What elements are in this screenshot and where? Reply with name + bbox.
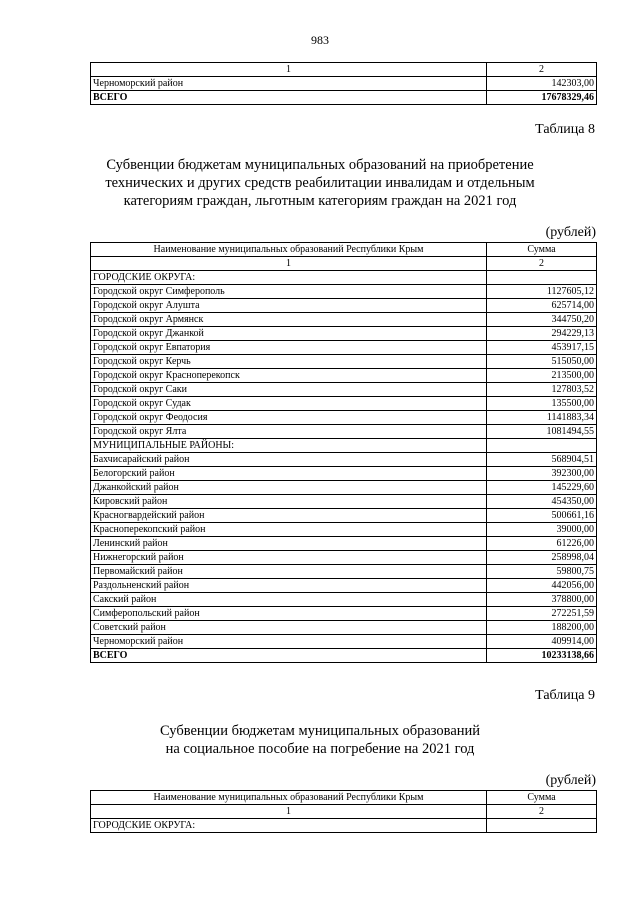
table-row <box>91 383 597 397</box>
table-row <box>91 313 597 327</box>
row-value: 294229,13 <box>487 327 597 341</box>
row-value: 135500,00 <box>487 397 597 411</box>
row-value: 61226,00 <box>487 537 597 551</box>
table8 <box>90 242 597 663</box>
total-row <box>91 91 597 105</box>
row-name: Городской округ Феодосия <box>91 411 487 425</box>
col-num-1: 1 <box>91 257 487 271</box>
section-empty-cell <box>487 271 597 285</box>
table9 <box>90 790 597 833</box>
table8-title-line-2: технических и других средств реабилитации инвалидам и отдельным <box>105 175 535 191</box>
row-name: Кировский район <box>91 495 487 509</box>
row-name: Джанкойский район <box>91 481 487 495</box>
table-row <box>91 481 597 495</box>
table-row <box>91 579 597 593</box>
col-num-2: 2 <box>487 257 597 271</box>
table-row <box>91 509 597 523</box>
row-name: Белогорский район <box>91 467 487 481</box>
row-name: Городской округ Судак <box>91 397 487 411</box>
section-label-districts: МУНИЦИПАЛЬНЫЕ РАЙОНЫ: <box>91 439 487 453</box>
row-name: Городской округ Армянск <box>91 313 487 327</box>
row-value: 442056,00 <box>487 579 597 593</box>
table9-title-line-1: Субвенции бюджетам муниципальных образований <box>159 723 481 739</box>
row-name: Городской округ Ялта <box>91 425 487 439</box>
row-name: Раздольненский район <box>91 579 487 593</box>
section-empty-cell <box>487 439 597 453</box>
row-name: Бахчисарайский район <box>91 453 487 467</box>
table-number-row <box>91 257 597 271</box>
table-header-row <box>91 243 597 257</box>
table-row <box>91 369 597 383</box>
total-row <box>91 649 597 663</box>
col-num-2: 2 <box>487 63 597 77</box>
row-value: 453917,15 <box>487 341 597 355</box>
table-row <box>91 77 597 91</box>
table9-unit: (рублей) <box>545 773 596 788</box>
table-row <box>91 537 597 551</box>
row-value: 258998,04 <box>487 551 597 565</box>
row-value: 568904,51 <box>487 453 597 467</box>
table-row <box>91 551 597 565</box>
table8-unit: (рублей) <box>545 225 596 240</box>
table-row <box>91 607 597 621</box>
table-row <box>91 327 597 341</box>
row-value: 1141883,34 <box>487 411 597 425</box>
col-header-name: Наименование муниципальных образований Республики Крым <box>91 791 487 805</box>
table-row <box>91 467 597 481</box>
row-value: 272251,59 <box>487 607 597 621</box>
table8-label: Таблица 8 <box>535 122 595 137</box>
table9-label: Таблица 9 <box>535 688 595 703</box>
row-name: Симферопольский район <box>91 607 487 621</box>
table-row <box>91 523 597 537</box>
section-label-urban: ГОРОДСКИЕ ОКРУГА: <box>91 819 487 833</box>
row-name: Городской округ Евпатория <box>91 341 487 355</box>
table-row <box>91 341 597 355</box>
col-header-name: Наименование муниципальных образований Республики Крым <box>91 243 487 257</box>
table8-title <box>60 156 580 210</box>
row-name: Городской округ Алушта <box>91 299 487 313</box>
table-row <box>91 285 597 299</box>
row-value: 344750,20 <box>487 313 597 327</box>
urban-rows <box>91 285 597 439</box>
row-name: Черноморский район <box>91 77 487 91</box>
table-row <box>91 635 597 649</box>
table-row <box>91 621 597 635</box>
row-value: 625714,00 <box>487 299 597 313</box>
district-rows <box>91 453 597 649</box>
row-value: 392300,00 <box>487 467 597 481</box>
row-value: 213500,00 <box>487 369 597 383</box>
table-row <box>91 299 597 313</box>
table-row <box>91 495 597 509</box>
table-row <box>91 411 597 425</box>
table8-title-line-3: категориям граждан, льготным категориям граждан на 2021 год <box>123 193 517 209</box>
col-header-sum: Сумма <box>487 243 597 257</box>
row-value: 188200,00 <box>487 621 597 635</box>
page-number: 983 <box>311 33 329 47</box>
table-number-row <box>91 63 597 77</box>
table-row <box>91 565 597 579</box>
table-row <box>91 355 597 369</box>
row-name: Ленинский район <box>91 537 487 551</box>
row-value: 409914,00 <box>487 635 597 649</box>
section-label-urban: ГОРОДСКИЕ ОКРУГА: <box>91 271 487 285</box>
row-value: 145229,60 <box>487 481 597 495</box>
row-value: 454350,00 <box>487 495 597 509</box>
table-row <box>91 593 597 607</box>
col-header-sum: Сумма <box>487 791 597 805</box>
col-num-1: 1 <box>91 63 487 77</box>
row-value: 1081494,55 <box>487 425 597 439</box>
row-name: Городской округ Саки <box>91 383 487 397</box>
table-row <box>91 397 597 411</box>
row-name: Городской округ Джанкой <box>91 327 487 341</box>
row-value: 1127605,12 <box>487 285 597 299</box>
row-name: Советский район <box>91 621 487 635</box>
total-value: 17678329,46 <box>487 91 597 105</box>
row-value: 127803,52 <box>487 383 597 397</box>
row-value: 142303,00 <box>487 77 597 91</box>
col-num-1: 1 <box>91 805 487 819</box>
row-name: Красноперекопский район <box>91 523 487 537</box>
row-name: Городской округ Красноперекопск <box>91 369 487 383</box>
row-value: 59800,75 <box>487 565 597 579</box>
row-value: 378800,00 <box>487 593 597 607</box>
row-name: Красногвардейский район <box>91 509 487 523</box>
table-header-row <box>91 791 597 805</box>
total-label: ВСЕГО <box>91 649 487 663</box>
table9-title-line-2: на социальное пособие на погребение на 2021 год <box>165 741 475 757</box>
row-name: Городской округ Керчь <box>91 355 487 369</box>
section-row <box>91 819 597 833</box>
table8-title-line-1: Субвенции бюджетам муниципальных образований на приобретение <box>106 157 534 173</box>
section-empty-cell <box>487 819 597 833</box>
row-name: Первомайский район <box>91 565 487 579</box>
table9-title <box>60 722 580 758</box>
row-value: 39000,00 <box>487 523 597 537</box>
table-row <box>91 453 597 467</box>
row-name: Городской округ Симферополь <box>91 285 487 299</box>
section-row <box>91 439 597 453</box>
total-label: ВСЕГО <box>91 91 487 105</box>
row-name: Сакский район <box>91 593 487 607</box>
table-number-row <box>91 805 597 819</box>
col-num-2: 2 <box>487 805 597 819</box>
table-row <box>91 425 597 439</box>
row-value: 500661,16 <box>487 509 597 523</box>
row-name: Черноморский район <box>91 635 487 649</box>
row-name: Нижнегорский район <box>91 551 487 565</box>
row-value: 515050,00 <box>487 355 597 369</box>
section-row <box>91 271 597 285</box>
table-prev-continuation <box>90 62 597 105</box>
total-value: 10233138,66 <box>487 649 597 663</box>
